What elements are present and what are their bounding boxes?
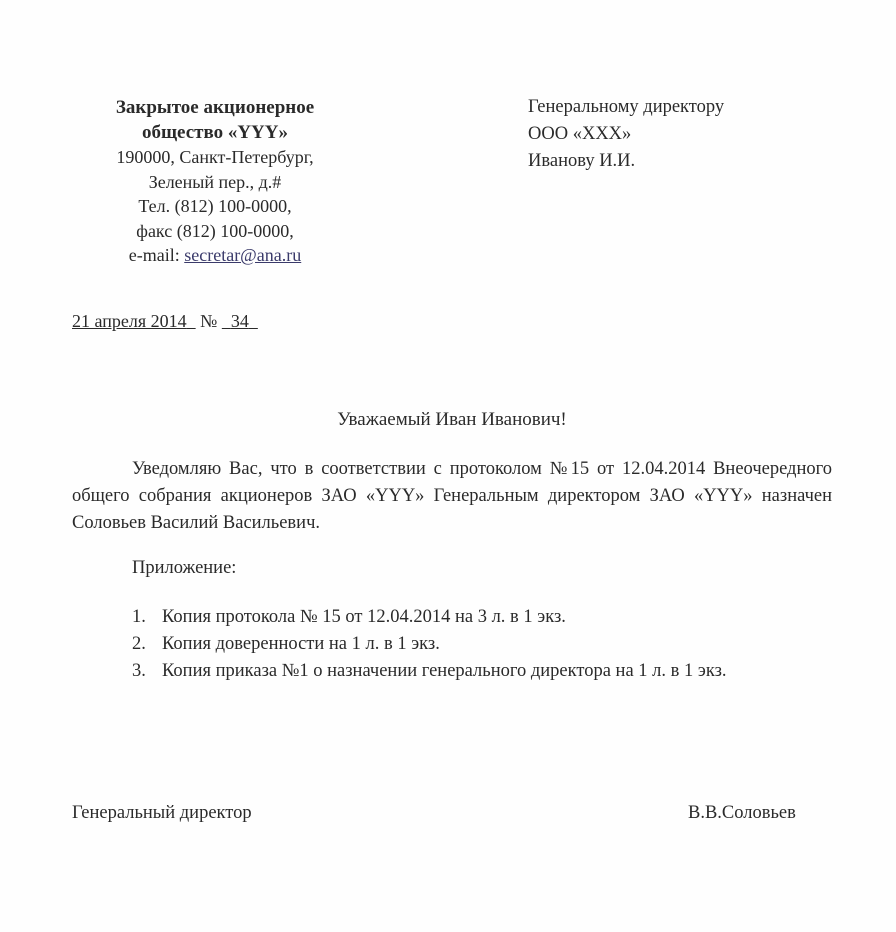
attachment-text: Копия протокола № 15 от 12.04.2014 на 3 л. в 1 экз.: [162, 607, 566, 627]
attachments-list: [132, 604, 727, 685]
attachment-number: 1.: [132, 607, 146, 627]
attachment-item: [132, 604, 727, 631]
attachment-number: 2.: [132, 634, 146, 654]
letter-body: Уведомляю Вас, что в соответствии с протоколом №15 от 12.04.2014 Внеочередного общего собрания акционеров ЗАО «YYY» Генеральным директором ЗАО «YYY» назначен Соловьев Василий Васильевич.: [72, 459, 832, 533]
letter-date: 21 апреля 2014: [72, 311, 187, 331]
sender-company-line1: Закрытое акционерное: [115, 97, 315, 118]
signer-name: В.В.Соловьев: [688, 803, 796, 823]
sender-company-line2: общество «YYY»: [141, 121, 289, 143]
addressee-block: [528, 94, 724, 175]
addressee-line2: ООО «XXX»: [528, 124, 632, 144]
addressee-line1: Генеральному директору: [528, 97, 725, 117]
attachment-item: [132, 631, 727, 658]
attachments-title: Приложение:: [132, 558, 237, 578]
registration-line: [72, 311, 258, 332]
attachment-text: Копия приказа №1 о назначении генерального директора на 1 л. в 1 экз.: [162, 661, 727, 681]
number-sign: №: [200, 311, 218, 331]
attachment-text: Копия доверенности на 1 л. в 1 экз.: [162, 634, 440, 654]
salutation-text: Уважаемый Иван Иванович!: [337, 409, 567, 430]
letter-number: 34: [230, 311, 249, 331]
sender-email-link[interactable]: secretar@ana.ru: [184, 245, 302, 265]
sender-phone: Тел. (812) 100-0000,: [138, 196, 292, 216]
addressee-line3: Иванову И.И.: [528, 151, 636, 171]
sender-address-line1: 190000, Санкт-Петербург,: [116, 147, 314, 167]
sender-email-label: e-mail:: [128, 245, 185, 265]
salutation: [0, 409, 896, 431]
sender-block: [60, 96, 370, 268]
sender-email-line: [60, 243, 370, 268]
signer-title: Генеральный директор: [72, 803, 252, 823]
attachment-number: 3.: [132, 661, 146, 681]
attachment-item: [132, 658, 727, 685]
sender-address-line2: Зеленый пер., д.#: [148, 171, 282, 192]
sender-fax: факс (812) 100-0000,: [136, 220, 294, 241]
